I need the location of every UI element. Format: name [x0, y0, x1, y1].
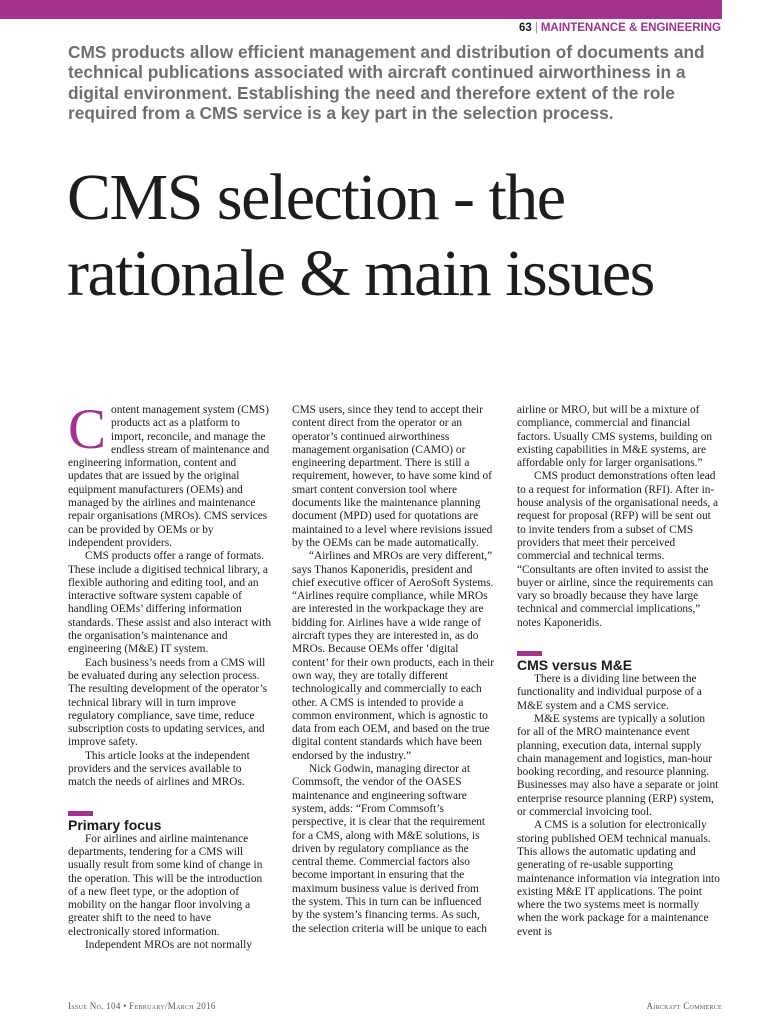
paragraph: [68, 398, 271, 550]
paragraph: “Airlines and MROs are very different,” says Thanos Kaponeridis, president and chief executive officer of AeroSoft Systems. “Airlines require compliance, while MROs are interested in the workpackage they are bidding for. Airlines have a wide range of aircraft types they are interested in, as do MROs. Because OEMs offer ‘digital content’ for their own products, each in their own way, they are totally different technologically and commercially to each other. A CMS is intended to provide a common environment, which is agnostic to data from each OEM, and based on the true digital content standards which have been endorsed by the industry.”: [292, 550, 495, 762]
paragraph-text: ontent management system (CMS) products act as a platform to import, reconcile, and manage the endless stream of maintenance and engineering information, content and updates that are issued by the original equipment manufacturers (OEMs) and managed by the airlines and maintenance repair organisations (MROs). CMS services can be provided by OEMs or by independent providers.: [68, 404, 270, 549]
paragraph: Independent MROs are not normally: [85, 938, 252, 951]
header-separator: |: [534, 22, 538, 34]
paragraph: CMS product demonstrations often lead to a request for information (RFI). After in-house analysis of the organisational needs, a request for proposal (RFP) will be sent out to invite tenders from a subset of CMS providers that meet their perceived commercial and technical terms. “Consultants are often invited to assist the buyer or airline, since the requirements can vary so broadly because they have large technical and commercial implications,” notes Kaponeridis.: [517, 470, 719, 629]
paragraph: airline or MRO, but will be a mixture of compliance, commercial and financial factors. Usually CMS systems, building on existing capabilities in M&E systems, are affordable only for larger organisations.”: [517, 404, 713, 470]
paragraph: CMS products offer a range of formats. These include a digitised technical library, a flexible authoring and editing tool, and an interactive software system capable of handling OEMs’ differing information standards. These assist and also interact with the organisation’s maintenance and engineering (M&E) IT system.: [68, 550, 271, 656]
paragraph: There is a dividing line between the functionality and individual purpose of a M&E system and a CMS service.: [517, 673, 702, 712]
paragraph: For airlines and airline maintenance departments, tendering for a CMS will usually result from some kind of change in the operation. This will be the introduction of a new fleet type, or the adoption of mobility on the hangar floor involving a greater shift to the need to have electronically stored information.: [68, 832, 263, 938]
column-1: [68, 398, 271, 952]
top-accent-bar: [0, 0, 722, 19]
paragraph: CMS users, since they tend to accept their content direct from the operator or an operator’s continued airworthiness management organisation (CAMO) or engineering department. There is still a requirement, however, to have some kind of smart content conversion tool where documents like the maintenance planning document (MPD) used for quotations are maintained to a level where revisions issued by the OEMs can be made automatically.: [292, 404, 493, 549]
page-number: 63: [519, 22, 532, 34]
paragraph: Each business’s needs from a CMS will be evaluated during any selection process. The resulting development of the operator’s technical library will in turn improve regulatory compliance, save time, reduce subscription costs to updating services, and improve safety.: [68, 656, 268, 749]
paragraph: Nick Godwin, managing director at Commsoft, the vendor of the OASES maintenance and engineering software system, adds: “From Commsoft’s perspective, it is clear that the requirement for a CMS, along with M&E solutions, is driven by regulatory compliance as the central theme. Commercial factors also become important in ensuring that the maximum business value is derived from the system. This in turn can be influenced by the system’s financing terms. As such, the selection criteria will be unique to each: [292, 763, 487, 935]
standfirst: CMS products allow efficient management and distribution of documents and technical publications associated with aircraft continued airworthiness in a digital environment. Establishing the need and therefore extent of the role required from a CMS service is a key part in the selection process.: [68, 42, 705, 124]
section-name: MAINTENANCE & ENGINEERING: [540, 22, 721, 34]
footer-publication: Aircraft Commerce: [646, 1001, 722, 1011]
subhead-primary-focus: Primary focus: [68, 816, 162, 833]
running-header: [519, 22, 721, 34]
paragraph: M&E systems are typically a solution for all of the MRO maintenance event planning, execution data, internal supply chain management and logistics, man-hour booking recording, and resource planning. Businesses may also have a separate or joint enterprise resource planning (ERP) system, or commercial invoicing tool.: [517, 712, 719, 819]
article-title: CMS selection - the rationale & main issues: [67, 161, 654, 310]
drop-cap: C: [68, 398, 107, 461]
paragraph: A CMS is a solution for electronically storing published OEM technical manuals. This allows the automatic updating and generating of re-usable supporting maintenance information via integration into existing M&E IT applications. The point where the two systems meet is normally when the work package for a maintenance event is: [517, 819, 720, 938]
column-2: [292, 404, 495, 936]
column-3: [517, 404, 720, 939]
paragraph: This article looks at the independent providers and the services available to match the needs of airlines and MROs.: [68, 749, 250, 789]
subhead-accent-bar: [68, 811, 93, 816]
subhead-cms-versus-me: CMS versus M&E: [517, 657, 633, 674]
subhead-accent-bar: [517, 651, 542, 656]
footer-issue: Issue No. 104 • February/March 2016: [68, 1001, 216, 1011]
